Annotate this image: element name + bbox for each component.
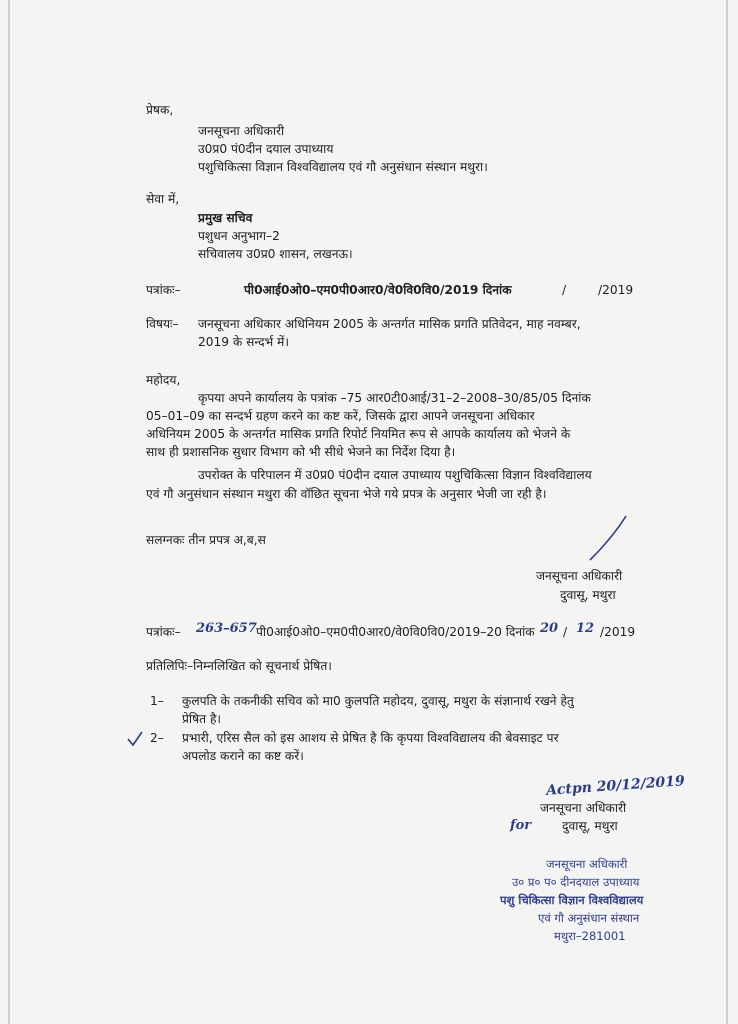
body-p1-line-4: साथ ही प्रशासनिक सुधार विभाग को भी सीधे भेजने का निर्देश दिया है। bbox=[146, 445, 456, 459]
sender-line-1: जनसूचना अधिकारी bbox=[198, 124, 285, 138]
ref-number: पी0आई0ओ0–एम0पी0आर0/वे0वि0वि0/2019 दिनांक bbox=[244, 283, 512, 297]
sender-label: प्रेषक, bbox=[146, 103, 174, 117]
subject-line-1: जनसूचना अधिकार अधिनियम 2005 के अन्तर्गत मासिक प्रगति प्रतिवेदन, माह नवम्बर, bbox=[198, 317, 581, 331]
ref2-number: पी0आई0ओ0–एम0पी0आर0/वे0वि0वि0/2019–20 दिनांक bbox=[256, 625, 535, 639]
sender-line-3: पशुचिकित्सा विज्ञान विश्वविद्यालय एवं गौ अनुसंधान संस्थान मथुरा। bbox=[198, 160, 488, 174]
right-fold-line bbox=[726, 0, 728, 1024]
ref-slash: / bbox=[562, 283, 567, 297]
ref-label: पत्रांकः– bbox=[146, 283, 181, 297]
stamp-line-4: एवं गौ अनुसंधान संस्थान bbox=[538, 911, 640, 925]
body-p2-line-1: उपरोक्त के परिपालन में उ0प्र0 पं0दीन दयाल उपाध्याय पशुचिकित्सा विज्ञान विश्वविद्यालय bbox=[198, 468, 592, 482]
recipient-line-3: सचिवालय उ0प्र0 शासन, लखनऊ। bbox=[198, 247, 353, 261]
tick-mark bbox=[126, 730, 144, 748]
sender-line-2: उ0प्र0 पं0दीन दयाल उपाध्याय bbox=[198, 142, 334, 156]
subject-line-2: 2019 के सन्दर्भ में। bbox=[198, 335, 289, 349]
ref-year: /2019 bbox=[598, 283, 634, 297]
stamp-line-5: मथुरा–281001 bbox=[554, 929, 626, 943]
recipient-label: सेवा में, bbox=[146, 192, 180, 206]
body-p1-line-3: अधिनियम 2005 के अन्तर्गत मासिक प्रगति रिपोर्ट नियमित रूप से आपके कार्यालय को भेजने के bbox=[146, 427, 571, 441]
hand-for: for bbox=[510, 818, 532, 833]
hand-note: Actpn 20/12/2019 bbox=[545, 773, 686, 799]
ref2-hand-month: 12 bbox=[576, 621, 595, 636]
signature2-line-2: दुवासू, मथुरा bbox=[562, 819, 618, 833]
copy-item-1-line-1: कुलपति के तकनीकी सचिव को मा0 कुलपति महोदय, दुवासू, मथुरा के संज्ञानार्थ रखने हेतु bbox=[182, 694, 574, 708]
copy-label: प्रतिलिपिः–निम्नलिखित को सूचनार्थ प्रेषित। bbox=[146, 659, 332, 673]
left-fold-line bbox=[8, 0, 10, 1024]
signature2-line-1: जनसूचना अधिकारी bbox=[540, 801, 627, 815]
copy-item-2-num: 2– bbox=[150, 731, 164, 745]
stamp-line-3: पशु चिकित्सा विज्ञान विश्वविद्यालय bbox=[500, 893, 644, 907]
recipient-line-1: प्रमुख सचिव bbox=[198, 211, 253, 225]
ref2-year: /2019 bbox=[600, 625, 636, 639]
ref2-slash: / bbox=[563, 625, 568, 639]
stamp-line-2: उ० प्र० प० दीनदयाल उपाध्याय bbox=[512, 875, 640, 889]
signature1-line-2: दुवासू, मथुरा bbox=[560, 588, 616, 602]
subject-label: विषयः– bbox=[146, 317, 179, 331]
copy-item-1-num: 1– bbox=[150, 694, 164, 708]
ref2-label: पत्रांकः– bbox=[146, 625, 181, 639]
stamp-line-1: जनसूचना अधिकारी bbox=[546, 857, 628, 871]
recipient-line-2: पशुधन अनुभाग–2 bbox=[198, 229, 280, 243]
ref2-hand-number: 263–657 bbox=[196, 621, 257, 636]
copy-item-1-line-2: प्रेषित है। bbox=[182, 712, 222, 726]
enclosure: सलग्नकः तीन प्रपत्र अ,ब,स bbox=[146, 533, 266, 547]
copy-item-2-line-1: प्रभारी, एरिस सैल को इस आशय से प्रेषित है कि कृपया विश्वविद्यालय की बेवसाइट पर bbox=[182, 731, 559, 745]
body-p1-line-1: कृपया अपने कार्यालय के पत्रांक –75 आर0टी0आई/31–2–2008–30/85/05 दिनांक bbox=[198, 391, 591, 405]
ref2-hand-day: 20 bbox=[540, 621, 559, 636]
body-p2-line-2: एवं गौ अनुसंधान संस्थान मथुरा की वॉछित सूचना भेजे गये प्रपत्र के अनुसार भेजी जा रही है। bbox=[146, 487, 547, 501]
copy-item-2-line-2: अपलोड कराने का कष्ट करें। bbox=[182, 749, 304, 763]
salutation: महोदय, bbox=[146, 373, 181, 387]
signature-stroke bbox=[586, 514, 630, 564]
signature1-line-1: जनसूचना अधिकारी bbox=[536, 569, 623, 583]
body-p1-line-2: 05–01–09 का सन्दर्भ ग्रहण करने का कष्ट करें, जिसके द्वारा आपने जनसूचना अधिकार bbox=[146, 409, 535, 423]
